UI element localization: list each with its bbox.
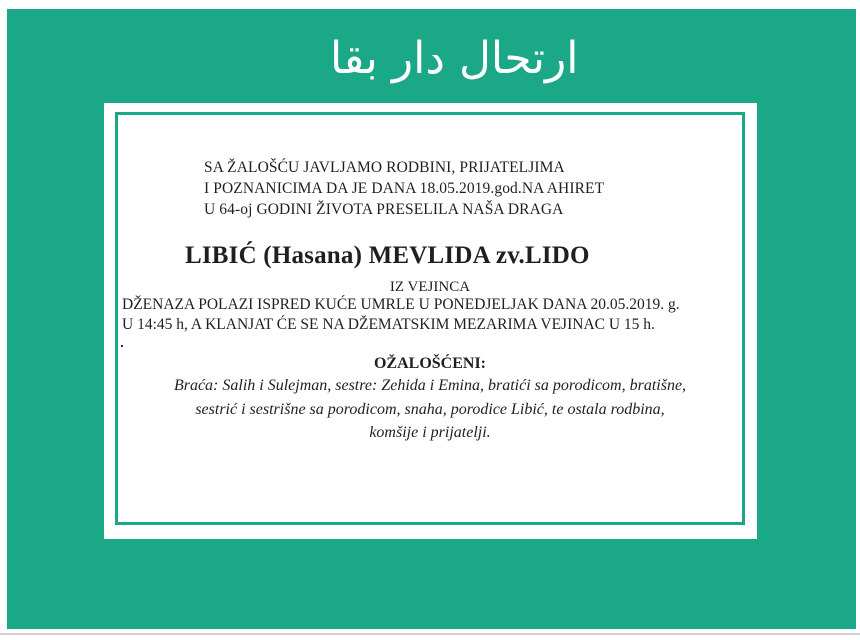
intro-line-1: SA ŽALOŠĆU JAVLJAMO RODBINI, PRIJATELJIMA (204, 159, 565, 176)
funeral-line-2: U 14:45 h, A KLANJAT ĆE SE NA DŽEMATSKIM MEZARIMA VEJINAC U 15 h. (122, 316, 655, 333)
mourners-title: OŽALOŠĆENI: (373, 355, 487, 372)
mourners-line-1: Braća: Salih i Sulejman, sestre: Zehida i Emina, bratići sa porodicom, bratišne, (173, 377, 687, 394)
deceased-name: LIBIĆ (Hasana) MEVLIDA zv.LIDO (185, 242, 590, 269)
mourners-line-2: sestrić i sestrišne sa porodicom, snaha, porodice Libić, te ostala rodbina, (195, 401, 665, 418)
intro-line-3: U 64-oj GODINI ŽIVOTA PRESELILA NAŠA DRAGA (204, 201, 564, 218)
arabic-calligraphy-heading: ارتحال دار بقا (330, 33, 579, 84)
funeral-line-1: DŽENAZA POLAZI ISPRED KUĆE UMRLE U PONEDJELJAK DANA 20.05.2019. g. (122, 296, 680, 313)
intro-line-2: I POZNANICIMA DA JE DANA 18.05.2019.god.NA AHIRET (204, 180, 605, 197)
mourners-line-3: komšije i prijatelji. (369, 424, 491, 441)
stray-dot (121, 345, 123, 347)
scan-edge-line (0, 633, 860, 635)
origin-text: IZ VEJINCA (389, 279, 471, 295)
